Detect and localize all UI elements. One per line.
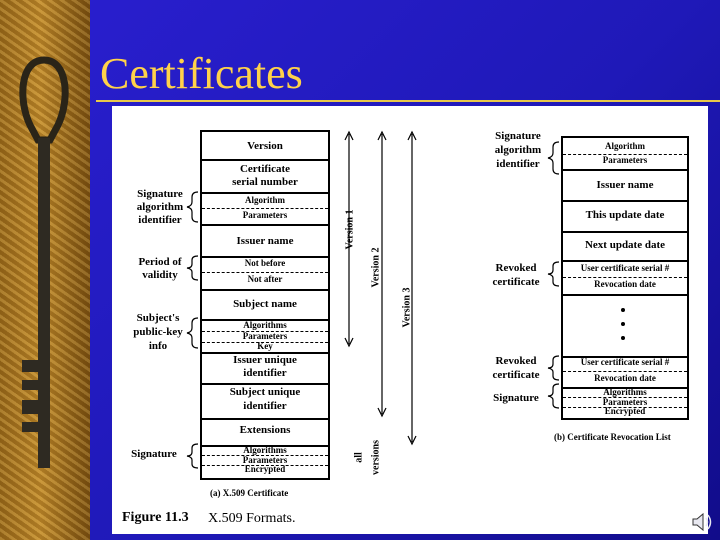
label-all-versions-line1: all — [353, 452, 365, 463]
field-issuer-name: Issuer name — [236, 235, 294, 247]
field-pk-parameters: Parameters — [242, 331, 288, 341]
crl-label-signature: Signature — [493, 392, 539, 404]
crl-field-revocation-date-1: Revocation date — [594, 279, 656, 289]
crl-label-signature-algorithm-line1: Signature — [495, 130, 541, 142]
caption-crl: (b) Certificate Revocation List — [554, 432, 671, 442]
field-not-before: Not before — [244, 258, 286, 268]
title-divider — [96, 100, 720, 102]
label-signature: Signature — [131, 448, 177, 460]
crl-field-user-serial-1: User certificate serial # — [580, 263, 670, 273]
crl-label-revoked-2-line2: certificate — [492, 369, 540, 381]
label-signature-algorithm-line1: Signature — [137, 188, 183, 200]
slide-title: Certificates — [100, 49, 303, 98]
crl-label-signature-algorithm-line3: identifier — [496, 158, 540, 170]
field-subject-uid-line1: Subject unique — [229, 386, 301, 398]
field-version: Version — [247, 140, 283, 152]
figure-number: Figure 11.3 — [122, 510, 189, 525]
crl-field-algorithm: Algorithm — [605, 141, 645, 151]
label-period-line2: validity — [142, 269, 178, 281]
figure-panel — [112, 106, 708, 534]
label-signature-algorithm-line2: algorithm — [136, 201, 184, 213]
field-sig-parameters: Parameters — [242, 455, 288, 465]
caption-certificate: (a) X.509 Certificate — [210, 488, 289, 498]
ellipsis-dot — [621, 308, 625, 312]
field-subject-name: Subject name — [233, 298, 297, 310]
key-icon — [0, 30, 90, 500]
ellipsis-dot — [621, 336, 625, 340]
crl-field-user-serial-2: User certificate serial # — [580, 357, 670, 367]
field-pk-key: Key — [257, 341, 273, 351]
label-subject-pk-line2: public-key — [133, 326, 183, 338]
ellipsis-dot — [621, 322, 625, 326]
crl-field-issuer-name: Issuer name — [596, 179, 654, 191]
crl-field-sig-algorithms: Algorithms — [603, 387, 647, 397]
crl-field-sig-parameters: Parameters — [602, 397, 648, 407]
crl-label-revoked-2-line1: Revoked — [495, 355, 537, 367]
figure-text: X.509 Formats. — [208, 511, 296, 526]
label-signature-algorithm-line3: identifier — [138, 214, 182, 226]
field-subject-uid-line2: identifier — [243, 400, 287, 412]
label-subject-pk-line3: info — [148, 340, 168, 352]
crl-field-revocation-date-2: Revocation date — [594, 373, 656, 383]
field-sig-encrypted: Encrypted — [244, 464, 286, 474]
field-parameters: Parameters — [242, 210, 288, 220]
crl-field-parameters: Parameters — [602, 155, 648, 165]
field-pk-algorithms: Algorithms — [243, 320, 287, 330]
crl-label-revoked-1-line1: Revoked — [495, 262, 537, 274]
crl-label-revoked-1-line2: certificate — [492, 276, 540, 288]
field-extensions: Extensions — [239, 424, 291, 436]
label-version-3: Version 3 — [401, 287, 413, 328]
label-subject-pk-line1: Subject's — [136, 312, 180, 324]
crl-field-this-update: This update date — [585, 209, 665, 221]
label-version-1: Version 1 — [344, 209, 356, 250]
field-serial-line1: Certificate — [239, 163, 291, 175]
label-version-2: Version 2 — [370, 247, 382, 288]
label-period-line1: Period of — [138, 256, 182, 268]
field-issuer-uid-line2: identifier — [243, 367, 287, 379]
crl-field-sig-encrypted: Encrypted — [604, 406, 646, 416]
field-issuer-uid-line1: Issuer unique — [233, 354, 297, 366]
label-all-versions-line2: versions — [370, 440, 382, 475]
field-sig-algorithms: Algorithms — [243, 445, 287, 455]
field-not-after: Not after — [247, 274, 283, 284]
field-algorithm: Algorithm — [245, 195, 285, 205]
crl-label-signature-algorithm-line2: algorithm — [494, 144, 542, 156]
crl-structure — [561, 136, 689, 420]
crl-field-next-update: Next update date — [584, 239, 666, 251]
field-serial-line2: serial number — [232, 176, 298, 188]
speaker-icon[interactable] — [690, 510, 714, 534]
